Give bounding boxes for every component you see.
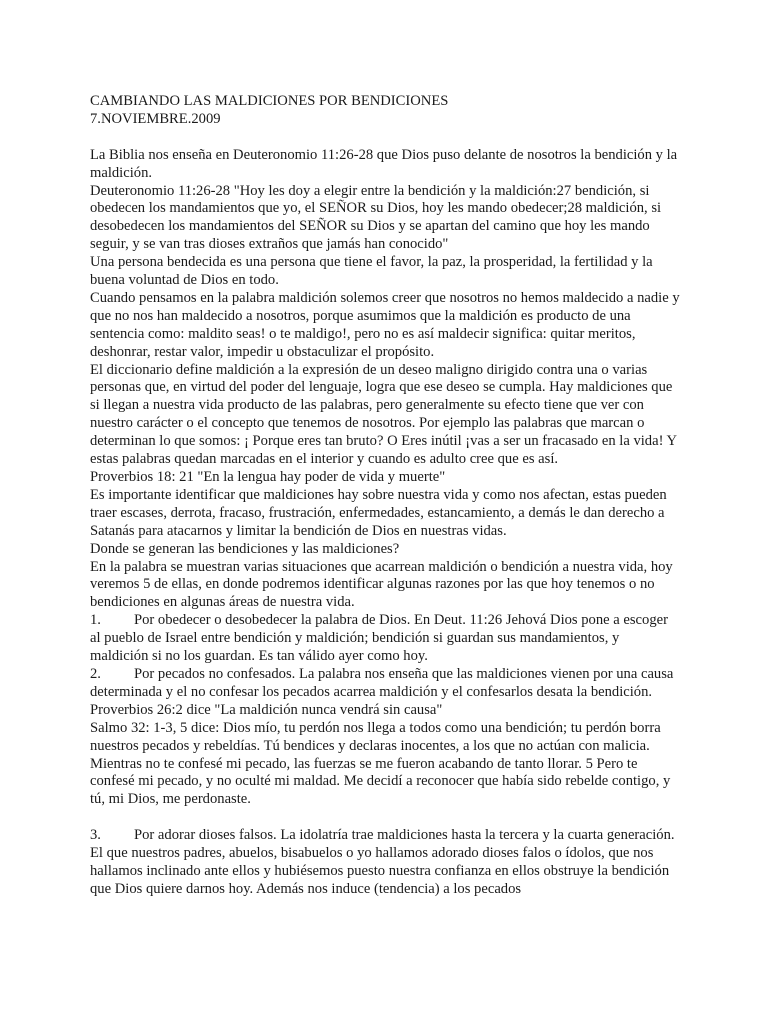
blank-line <box>90 129 680 147</box>
list-item-2 <box>90 666 680 702</box>
blank-line <box>90 809 680 827</box>
document-date: 7.NOVIEMBRE.2009 <box>90 110 221 127</box>
list-number-3: 3. <box>90 827 101 844</box>
paragraph-situations: En la palabra se muestran varias situaciones que acarrean maldición o bendición a nuestra vida, hoy veremos 5 de ellas, en donde podremos identificar algunas razones por las que hoy tenemos o no bendiciones en algunas áreas de nuestra vida. <box>90 558 673 611</box>
list-item-3 <box>90 827 680 899</box>
paragraph-curse-meaning: Cuando pensamos en la palabra maldición solemos creer que nosotros no hemos maldecido a nadie y que no nos han maldecido a nosotros, porque asumimos que la maldición es producto de una sentencia como: maldito seas! o te maldigo!, pero no es así maldecir significa: quitar meritos, deshonrar, restar valor, impedir u obstaculizar el propósito. <box>90 289 680 360</box>
scripture-proverbs-18: Proverbios 18: 21 "En la lengua hay poder de vida y muerte" <box>90 469 446 486</box>
document-page <box>90 93 680 899</box>
paragraph-dictionary: El diccionario define maldición a la expresión de un deseo maligno dirigido contra una o varias personas que, en virtud del poder del lenguaje, logra que ese deseo se cumpla. Hay maldiciones que si llegan a nuestra vida producto de las palabras, pero generalmente su efecto tiene que ver con nuestro carácter o el concepto que tenemos de nosotros. Por ejemplo las palabras que marcan o determinan lo que somos: ¡ Porque eres tan bruto? O Eres inútil ¡vas a ser un fracasado en la vida! Y estas palabras quedan marcadas en el interior y cuando es adulto cree que es así. <box>90 361 677 468</box>
document-title: CAMBIANDO LAS MALDICIONES POR BENDICIONES <box>90 93 449 109</box>
scripture-psalm-32: Salmo 32: 1-3, 5 dice: Dios mío, tu perdón nos llega a todos como una bendición; tu perdón borra nuestros pecados y rebeldías. Tú bendices y declaras inocentes, a los que no actúan con malicia. Mientras no te confesé mi pecado, las fuerzas se me fueron acabando de tanto llorar. 5 Pero te confesé mi pecado, y no oculté mi maldad. Me decidí a reconocer que había sido rebelde contigo, y tú, mi Dios, me perdonaste. <box>90 719 671 808</box>
intro-paragraph: La Biblia nos enseña en Deuteronomio 11:26-28 que Dios puso delante de nosotros la bendición y la maldición. <box>90 146 678 181</box>
paragraph-blessed-person: Una persona bendecida es una persona que tiene el favor, la paz, la prosperidad, la fertilidad y la buena voluntad de Dios en todo. <box>90 254 653 289</box>
list-text-2: Por pecados no confesados. La palabra nos enseña que las maldiciones vienen por una causa determinada y el no confesar los pecados acarrea maldición y el confesarlos desata la bendición. <box>90 665 674 700</box>
scripture-proverbs-26: Proverbios 26:2 dice "La maldición nunca vendrá sin causa" <box>90 701 443 718</box>
paragraph-identify-curses: Es importante identificar que maldiciones hay sobre nuestra vida y como nos afectan, estas pueden traer escases, derrota, fracaso, frustración, enfermedades, estancamiento, a demás le dan derecho a Satanás para atacarnos y limitar la bendición de Dios en nuestras vidas. <box>90 486 667 539</box>
list-item-1 <box>90 612 680 666</box>
list-text-1: Por obedecer o desobedecer la palabra de Dios. En Deut. 11:26 Jehová Dios pone a escoger al pueblo de Israel entre bendición y maldición; bendición si guardan sus mandamientos, y maldición si no los guardan. Es tan válido ayer como hoy. <box>90 612 668 665</box>
paragraph-question: Donde se generan las bendiciones y las maldiciones? <box>90 540 400 557</box>
list-text-3: Por adorar dioses falsos. La idolatría trae maldiciones hasta la tercera y la cuarta generación. El que nuestros padres, abuelos, bisabuelos o yo hallamos adorado dioses falos o ídolos, que nos hallamos inclinado ante ellos y hubiésemos puesto nuestra confianza en ellos obstruye la bendición que Dios quiere darnos hoy. Además nos induce (tendencia) a los pecados <box>90 827 675 897</box>
list-number-1: 1. <box>90 612 101 629</box>
scripture-deuteronomy: Deuteronomio 11:26-28 "Hoy les doy a elegir entre la bendición y la maldición:27 bendición, si obedecen los mandamientos que yo, el SEÑOR su Dios, hoy les mando obedecer;28 maldición, si desobedecen los mandamientos del SEÑOR su Dios y se apartan del camino que hoy les mando seguir, y se van tras dioses extraños que jamás han conocido" <box>90 182 662 253</box>
list-number-2: 2. <box>90 665 101 682</box>
